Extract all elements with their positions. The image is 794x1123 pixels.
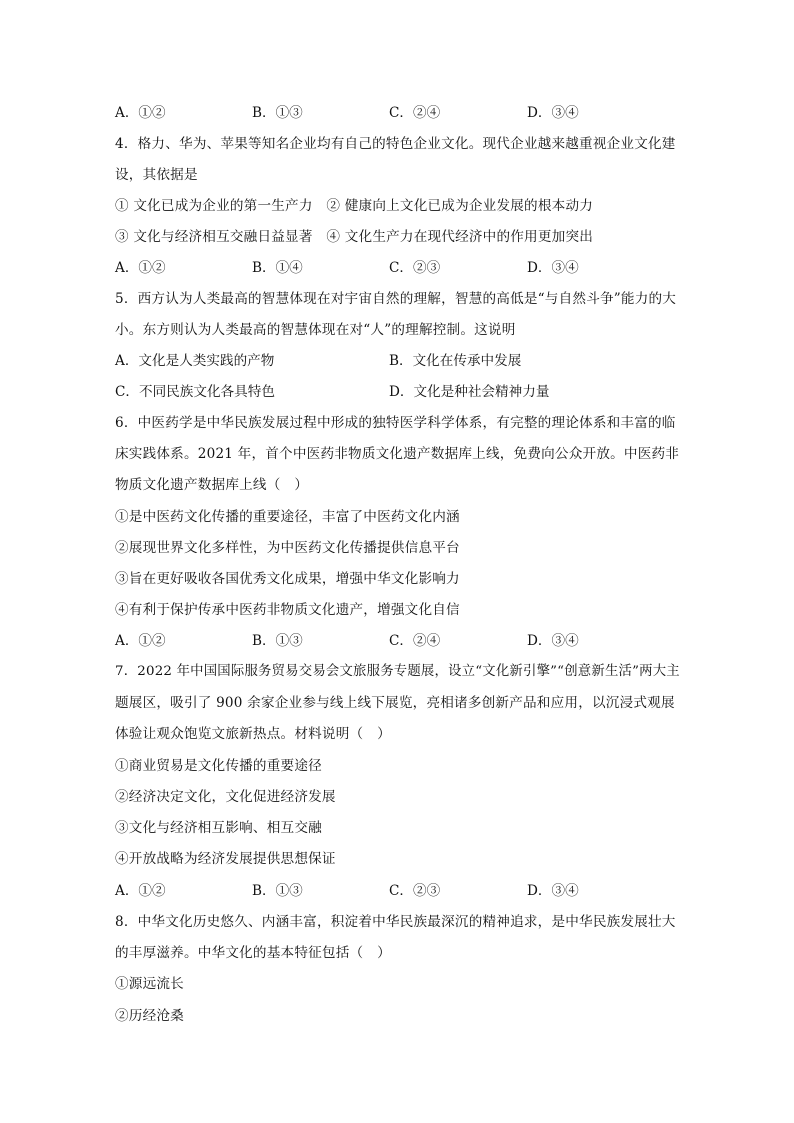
q6-statement-1: ①是中医药文化传播的重要途径，丰富了中医药文化内涵 bbox=[115, 509, 460, 525]
q6-stem-line-3: 物质文化遗产数据库上线（ ） bbox=[115, 477, 309, 493]
q7-option-d: D．③④ bbox=[527, 883, 579, 899]
q4-stem-line-2: 设，其依据是 bbox=[115, 167, 198, 183]
q3-option-a: A．①② bbox=[115, 105, 166, 121]
q6-stem-line-2: 床实践体系。2021 年，首个中医药非物质文化遗产数据库上线，免费向公众开放。中医药非 bbox=[115, 446, 680, 462]
q3-option-c: C．②④ bbox=[389, 105, 441, 121]
q7-statement-4: ④开放战略为经济发展提供思想保证 bbox=[115, 851, 336, 867]
q7-stem-line-2: 题展区，吸引了 900 余家企业参与线上线下展览，亮相诸多创新产品和应用，以沉浸式观展 bbox=[115, 695, 675, 711]
q4-option-d: D．③④ bbox=[527, 260, 579, 276]
q6-stem-line-1: 6．中医药学是中华民族发展过程中形成的独特医学科学体系，有完整的理论体系和丰富的临 bbox=[115, 415, 676, 431]
q5-stem-line-1: 5．西方认为人类最高的智慧体现在对宇宙自然的理解，智慧的高低是“与自然斗争”能力的大 bbox=[115, 291, 677, 307]
q3-option-d: D．③④ bbox=[527, 105, 579, 121]
q8-stem-line-2: 的丰厚滋养。中华文化的基本特征包括（ ） bbox=[115, 945, 391, 961]
q7-stem-line-3: 体验让观众饱览文旅新热点。材料说明（ ） bbox=[115, 726, 391, 742]
q5-option-b: B．文化在传承中发展 bbox=[389, 353, 522, 369]
q6-option-c: C．②④ bbox=[389, 633, 441, 649]
q6-option-a: A．①② bbox=[115, 633, 166, 649]
q4-statement-row-1: ① 文化已成为企业的第一生产力 ② 健康向上文化已成为企业发展的根本动力 bbox=[115, 198, 594, 214]
q3-option-b: B．①③ bbox=[252, 105, 303, 121]
q5-stem-line-2: 小。东方则认为人类最高的智慧体现在对“人”的理解控制。这说明 bbox=[115, 322, 516, 338]
q6-statement-2: ②展现世界文化多样性，为中医药文化传播提供信息平台 bbox=[115, 540, 460, 556]
q6-option-d: D．③④ bbox=[527, 633, 579, 649]
q7-option-b: B．①③ bbox=[252, 883, 303, 899]
q4-stem-line-1: 4．格力、华为、苹果等知名企业均有自己的特色企业文化。现代企业越来越重视企业文化建 bbox=[115, 136, 676, 152]
q8-stem-line-1: 8．中华文化历史悠久、内涵丰富，积淀着中华民族最深沉的精神追求，是中华民族发展壮大 bbox=[115, 914, 676, 930]
q7-option-a: A．①② bbox=[115, 883, 166, 899]
q7-statement-2: ②经济决定文化，文化促进经济发展 bbox=[115, 789, 336, 805]
q7-statement-1: ①商业贸易是文化传播的重要途径 bbox=[115, 758, 322, 774]
q4-option-c: C．②③ bbox=[389, 260, 441, 276]
q5-option-d: D．文化是种社会精神力量 bbox=[389, 384, 550, 400]
q7-statement-3: ③文化与经济相互影响、相互交融 bbox=[115, 820, 322, 836]
q6-statement-3: ③旨在更好吸收各国优秀文化成果，增强中华文化影响力 bbox=[115, 571, 460, 587]
q8-statement-2: ②历经沧桑 bbox=[115, 1008, 184, 1024]
q7-option-c: C．②③ bbox=[389, 883, 441, 899]
q4-statement-row-2: ③ 文化与经济相互交融日益显著 ④ 文化生产力在现代经济中的作用更加突出 bbox=[115, 229, 594, 245]
q4-option-b: B．①④ bbox=[252, 260, 303, 276]
q6-statement-4: ④有利于保护传承中医药非物质文化遗产，增强文化自信 bbox=[115, 602, 460, 618]
q8-statement-1: ①源远流长 bbox=[115, 976, 184, 992]
q5-option-c: C．不同民族文化各具特色 bbox=[115, 384, 275, 400]
q4-option-a: A．①② bbox=[115, 260, 166, 276]
q7-stem-line-1: 7．2022 年中国国际服务贸易交易会文旅服务专题展，设立“文化新引擎”“创意新生活”两大主 bbox=[115, 664, 680, 679]
q5-option-a: A．文化是人类实践的产物 bbox=[115, 353, 275, 369]
q6-option-b: B．①③ bbox=[252, 633, 303, 649]
